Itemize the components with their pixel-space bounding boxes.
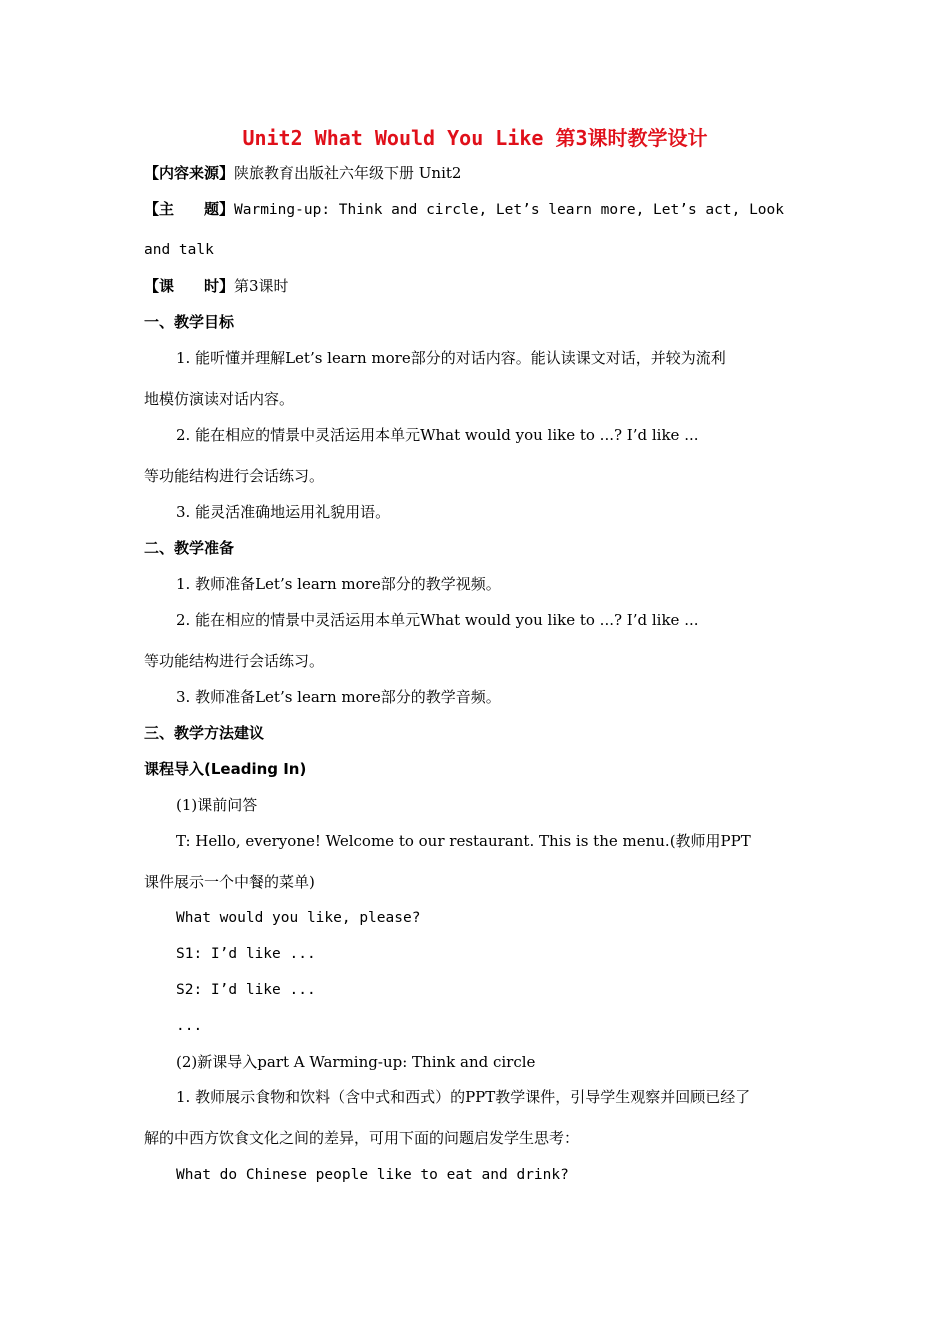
source-label: 【内容来源】 — [144, 164, 235, 182]
objective-1-line-1: 1. 能听懂并理解Let’s learn more部分的对话内容。能认读课文对话，并较为流利 — [176, 349, 726, 367]
topic-continuation: and talk — [144, 242, 214, 258]
source-line — [144, 163, 461, 183]
period-label: 【课 时】 — [144, 277, 235, 295]
step-2-item-1-line-1: 1. 教师展示食物和饮料（含中式和西式）的PPT教学课件，引导学生观察并回顾已经了 — [176, 1088, 751, 1106]
leading-in-heading: 课程导入(Leading In) — [144, 760, 307, 778]
dialogue-student-1: S1: I’d like ... — [176, 946, 316, 962]
step-2-heading: (2)新课导入part A Warming-up: Think and circle — [176, 1053, 536, 1071]
source-value: 陕旅教育出版社六年级下册 Unit2 — [234, 164, 462, 182]
objective-3: 3. 能灵活准确地运用礼貌用语。 — [176, 503, 391, 521]
objective-2-line-2: 等功能结构进行会话练习。 — [144, 467, 325, 485]
step-1-heading: (1)课前问答 — [176, 796, 258, 814]
period-line — [144, 276, 289, 296]
page-title: Unit2 What Would You Like 第3课时教学设计 — [242, 126, 708, 150]
section-heading-objectives: 一、教学目标 — [144, 313, 235, 331]
objective-2-line-1: 2. 能在相应的情景中灵活运用本单元What would you like to ...? I’d like ... — [176, 426, 699, 444]
dialogue-teacher-line-1: T: Hello, everyone! Welcome to our restaurant. This is the menu.(教师用PPT — [176, 832, 751, 850]
preparation-1: 1. 教师准备Let’s learn more部分的教学视频。 — [176, 575, 501, 593]
topic-value: Warming-up: Think and circle, Let’s learn more, Let’s act, Look — [234, 202, 784, 218]
section-heading-preparation: 二、教学准备 — [144, 539, 235, 557]
dialogue-question: What would you like, please? — [176, 910, 421, 926]
topic-line — [144, 199, 784, 220]
dialogue-ellipsis: ... — [176, 1018, 203, 1034]
period-value: 第3课时 — [234, 277, 289, 295]
dialogue-teacher-line-2: 课件展示一个中餐的菜单) — [144, 873, 315, 891]
topic-label: 【主 题】 — [144, 200, 235, 218]
preparation-3: 3. 教师准备Let’s learn more部分的教学音频。 — [176, 688, 501, 706]
preparation-2-line-2: 等功能结构进行会话练习。 — [144, 652, 325, 670]
preparation-2-line-1: 2. 能在相应的情景中灵活运用本单元What would you like to ...? I’d like ... — [176, 611, 699, 629]
dialogue-student-2: S2: I’d like ... — [176, 982, 316, 998]
section-heading-methods: 三、教学方法建议 — [144, 724, 265, 742]
step-2-question: What do Chinese people like to eat and drink? — [176, 1167, 569, 1183]
objective-1-line-2: 地模仿演读对话内容。 — [144, 390, 295, 408]
step-2-item-1-line-2: 解的中西方饮食文化之间的差异，可用下面的问题启发学生思考： — [144, 1129, 580, 1147]
